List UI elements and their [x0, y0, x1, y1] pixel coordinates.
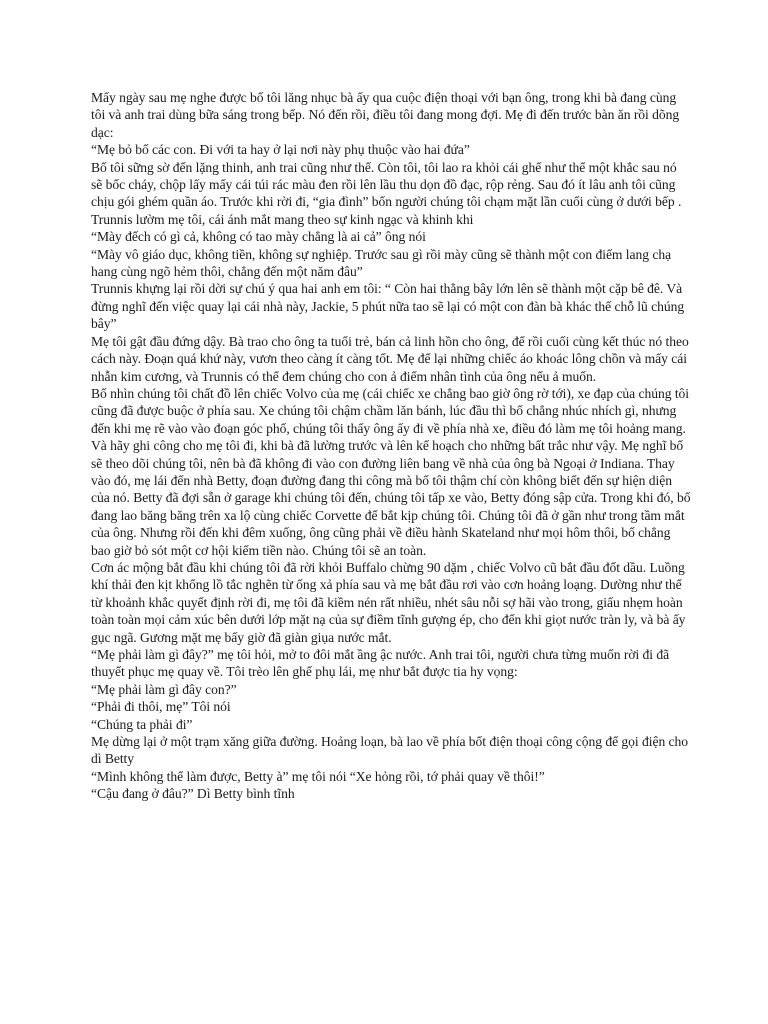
paragraph-11: “Mẹ phải làm gì đây?” mẹ tôi hỏi, mở to đôi mắt ầng ậc nước. Anh trai tôi, người chưa từng muốn rời đi đã thuyết phục mẹ quay về. Tôi trèo lên ghế phụ lái, mẹ như bắt được tia hy vọng:: [91, 647, 670, 680]
document-page: [91, 89, 691, 803]
paragraph-16: “Mình không thể làm được, Betty à” mẹ tôi nói “Xe hỏng rồi, tớ phải quay về thôi!”: [91, 768, 545, 784]
paragraph-1: Mấy ngày sau mẹ nghe được bố tôi lăng nhục bà ấy qua cuộc điện thoại với bạn ông, trong khi bà đang cùng tôi và anh trai dùng bữa sáng trong bếp. Nó đến rồi, điều tôi đang mong đợi. Mẹ đi đến trước bàn ăn rồi dõng dạc:: [91, 90, 680, 140]
paragraph-12: “Mẹ phải làm gì đây con?”: [91, 681, 237, 697]
paragraph-15: Mẹ dừng lại ở một trạm xăng giữa đường. Hoảng loạn, bà lao về phía bốt điện thoại công cộng để gọi điện cho dì Betty: [91, 734, 689, 767]
paragraph-17: “Cậu đang ở đâu?” Dì Betty bình tĩnh: [91, 786, 295, 802]
paragraph-4: “Mày đếch có gì cả, không có tao mày chẳng là ai cả” ông nói: [91, 229, 426, 245]
paragraph-7: Mẹ tôi gật đầu đứng dậy. Bà trao cho ông ta tuổi trẻ, bán cả linh hồn cho ông, để rồi cuối cùng kết thúc nó theo cách này. Đoạn quá khứ này, vươn theo càng ít càng tốt. Mẹ để lại những chiếc áo khoác lông chồn và mấy cái nhẫn kim cương, và Trunnis có thể đem chúng cho con ả điếm nhân tình của ông nếu ả muốn.: [91, 333, 689, 384]
paragraph-10: Cơn ác mộng bắt đầu khi chúng tôi đã rời khỏi Buffalo chừng 90 dặm , chiếc Volvo cũ bắt đầu đốt dầu. Luồng khí thải đen kịt khổng lồ tắc nghẽn từ ống xả phía sau và mẹ bắt đầu rơi vào cơn hoảng loạng. Dường như thể từ khoảnh khắc quyết định rời đi, mẹ tôi đã kiềm nén rất nhiều, nhét sâu nỗi sợ hãi vào trong, giấu nhẹm hoàn toàn toàn mọi cảm xúc bên dưới lớp mặt nạ của sự điềm tĩnh gượng ép, cho đến khi giọt nước tràn ly, và bà ấy gục ngã. Gương mặt mẹ bấy giờ đã giàn giụa nước mắt.: [91, 559, 686, 645]
paragraph-9: Và hãy ghi công cho mẹ tôi đi, khi bà đã lường trước và lên kế hoạch cho những bất trắc như vậy. Mẹ nghĩ bố sẽ theo dõi chúng tôi, nên bà đã không đi vào con đường liên bang về nhà của ông bà Ngoại ở Indiana. Thay vào đó, mẹ lái đến nhà Betty, đoạn đường đang thi công mà bố tôi thậm chí còn không biết đến sự hiện diện của nó. Betty đã đợi sẵn ở garage khi chúng tôi đến, chúng tôi tấp xe vào, Betty đóng sập cửa. Trong khi đó, bố đang lao băng băng trên xa lộ cùng chiếc Corvette để bắt kịp chúng tôi. Chúng tôi đã ở gần như trong tầm mắt của ông. Nhưng rồi đến khi đêm xuống, ông cũng phải về điều hành Skateland như mọi hôm thôi, bố chẳng bao giờ bỏ sót một cơ hội kiếm tiền nào. Chúng tôi sẽ an toàn.: [91, 438, 691, 558]
paragraph-14: “Chúng ta phải đi”: [91, 716, 193, 732]
paragraph-2: “Mẹ bỏ bố các con. Đi với ta hay ở lại nơi này phụ thuộc vào hai đứa”: [91, 142, 470, 158]
paragraph-5: “Mày vô giáo dục, không tiền, không sự nghiệp. Trước sau gì rồi mày cũng sẽ thành một con điếm lang chạ hang cùng ngõ hẻm thôi, chẳng đến một năm đâu”: [91, 246, 672, 280]
paragraph-3: Bố tôi sững sờ đến lặng thinh, anh trai cũng như thế. Còn tôi, tôi lao ra khỏi cái ghế như thể một khắc sau nó sẽ bốc cháy, chộp lấy mấy cái túi rác màu đen rồi lên lầu thu dọn đồ đạc, rộp rẻng. Sau đó ít lâu anh tôi cũng chịu gói ghém quần áo. Trước khi rời đi, “gia đình” bốn người chúng tôi chạm mặt lần cuối cùng ở dưới bếp . Trunnis lườm mẹ tôi, cái ánh mắt mang theo sự kinh ngạc và khinh khi: [91, 159, 682, 227]
paragraph-8: Bố nhìn chúng tôi chất đồ lên chiếc Volvo của mẹ (cái chiếc xe chẳng bao giờ ông rờ tới), xe đạp của chúng tôi cũng đã được buộc ở phía sau. Xe chúng tôi chậm chầm lăn bánh, lúc đầu thì bố chẳng nhúc nhích gì, nhưng đến khi mẹ rẽ vào vào đoạn góc phố, chúng tôi thấy ông ấy đi về phía nhà xe, điều đó làm mẹ tôi hoảng mang.: [91, 385, 690, 436]
paragraph-6: Trunnis khựng lại rồi dời sự chú ý qua hai anh em tôi: “ Còn hai thằng bây lớn lên sẽ thành một cặp bê đê. Và đừng nghĩ đến việc quay lại cái nhà này, Jackie, 5 phút nữa tao sẽ lại có một con đàn bà khác thế chỗ lũ chúng bây”: [91, 281, 685, 332]
paragraph-13: “Phải đi thôi, mẹ” Tôi nói: [91, 699, 231, 715]
